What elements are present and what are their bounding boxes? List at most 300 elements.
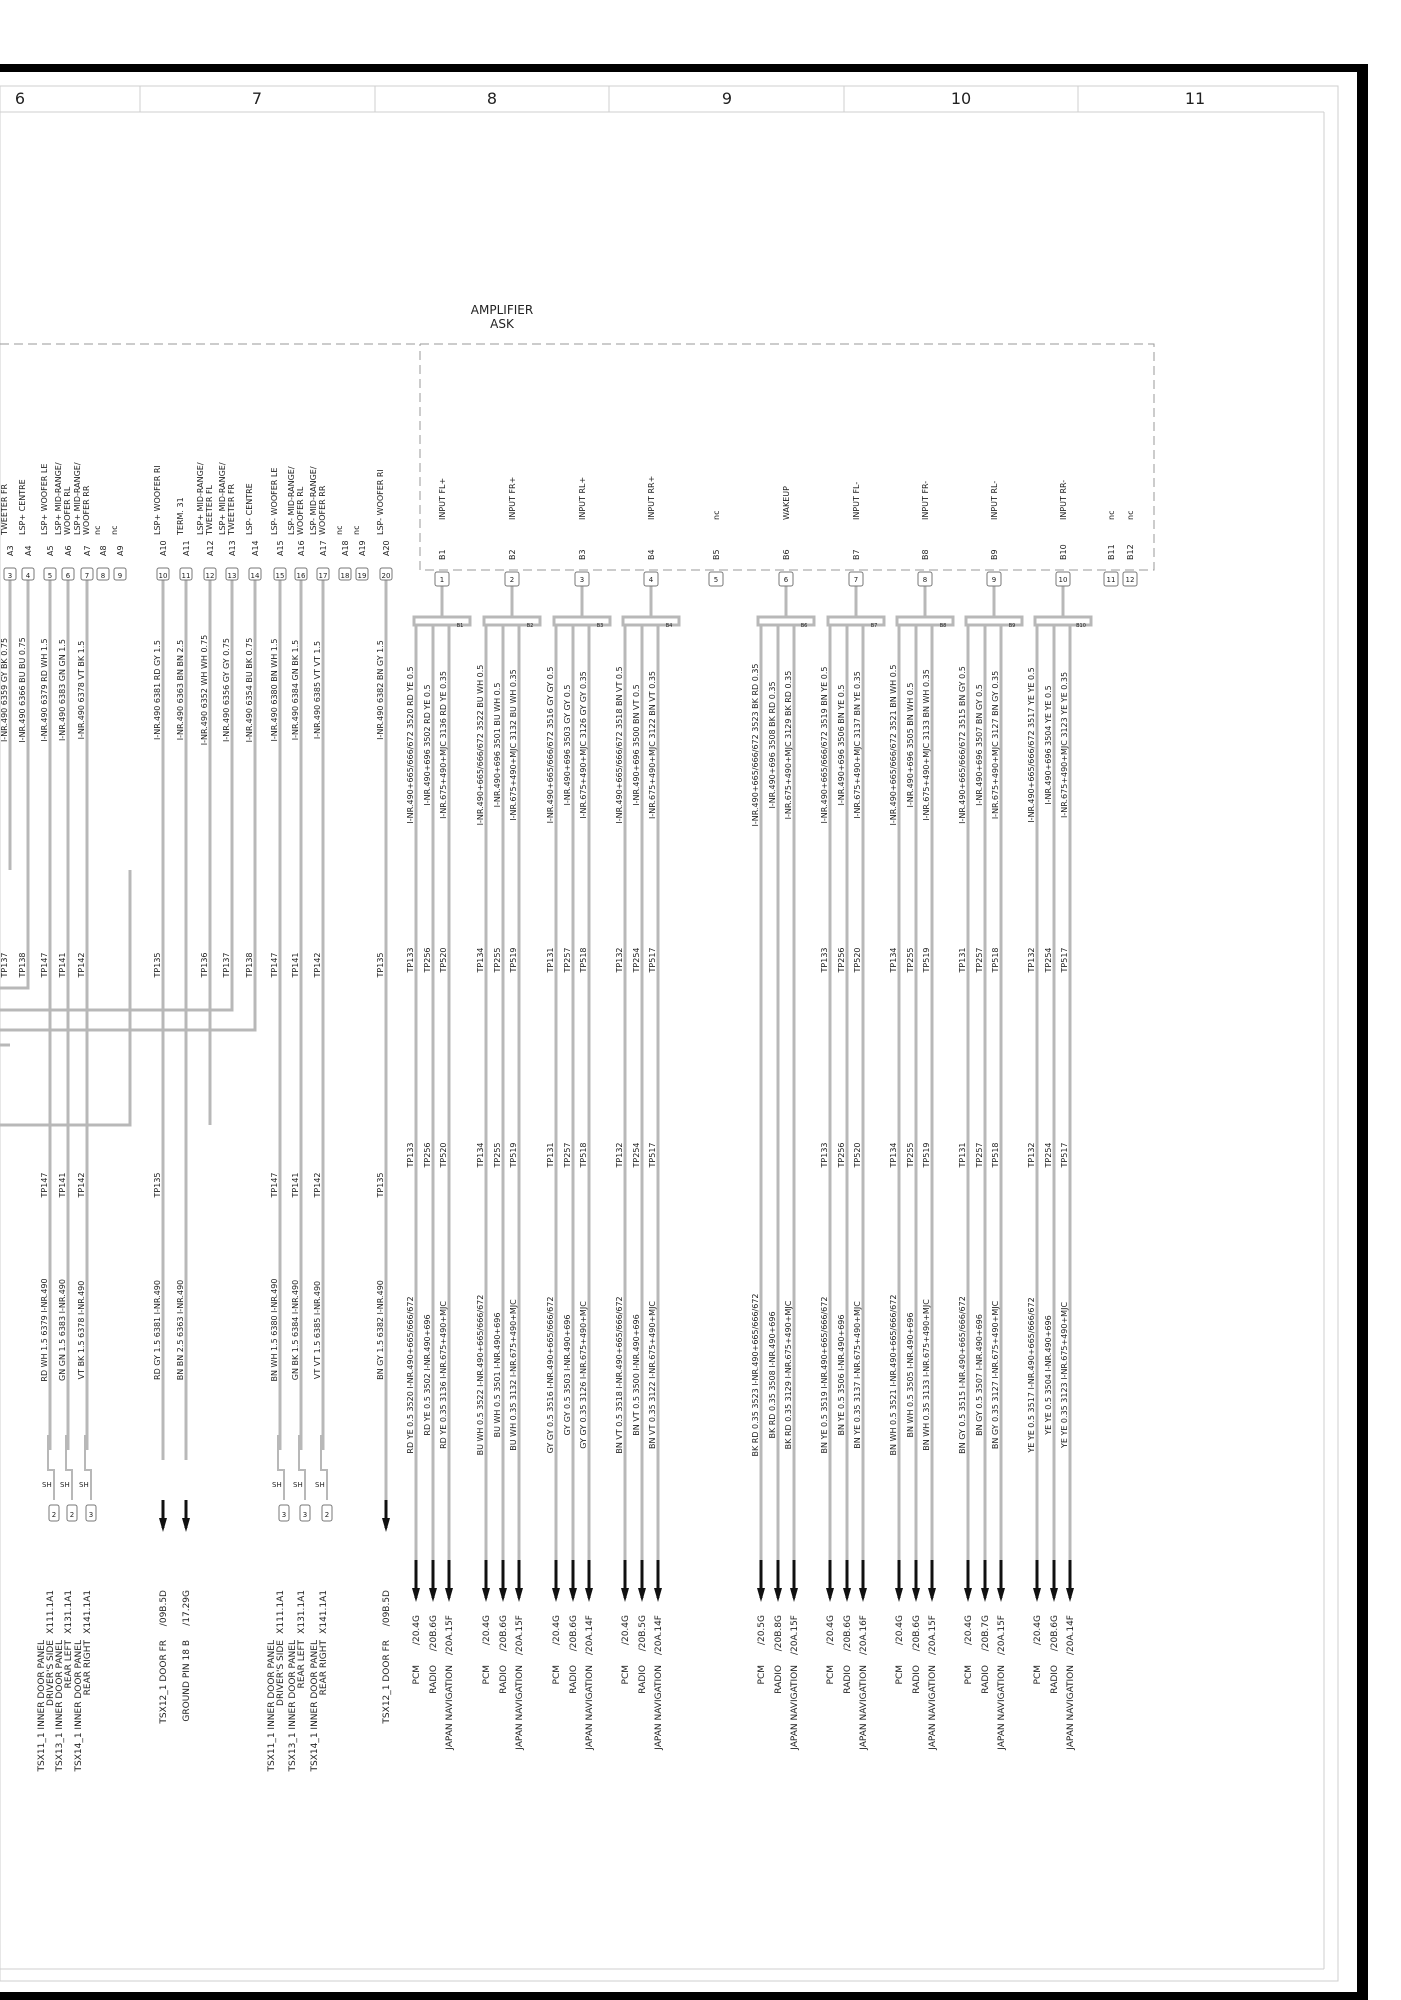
wire-label: I-NR.490+665/666/672 3517 YE YE 0.5 <box>1027 667 1036 823</box>
wire-label: I-NR.490 6359 GY BK 0.75 <box>0 637 9 743</box>
test-point: TP134 <box>476 947 485 973</box>
pin-number: 6 <box>65 572 71 580</box>
test-point: TP141 <box>58 952 67 978</box>
pin-function: WOOFER RL <box>63 486 72 535</box>
pin-id: B5 <box>712 549 721 560</box>
shield-label: SH <box>60 1481 70 1489</box>
wire-label: BU WH 0.5 3501 I-NR.490+696 <box>493 1312 502 1438</box>
test-point: TP133 <box>406 1142 415 1168</box>
connector-ref: /09B.5D <box>382 1590 392 1627</box>
pin-id: A17 <box>319 540 328 556</box>
test-point: TP147 <box>40 952 49 978</box>
wire-label: YE YE 0.5 3504 I-NR.490+696 <box>1044 1315 1053 1435</box>
page-ref: /20B.6G <box>912 1615 922 1652</box>
test-point: TP254 <box>632 1142 641 1168</box>
pin-number: 11 <box>181 572 191 580</box>
wire-label: I-NR.490+665/666/672 3520 RD YE 0.5 <box>406 666 415 824</box>
destination: PCM <box>412 1665 422 1685</box>
test-point: TP519 <box>922 1142 931 1168</box>
pin-function: nc <box>335 525 344 535</box>
pin-number: 9 <box>117 572 123 580</box>
pin-id: B8 <box>921 549 930 560</box>
destination: GROUND PIN 18 B <box>182 1640 192 1722</box>
page-ref: /20A.15F <box>790 1615 800 1655</box>
wire-label: I-NR.490+665/666/672 3523 BK RD 0.35 <box>751 663 760 827</box>
destination: DRIVER'S SIDE <box>46 1640 56 1706</box>
wire-label: I-NR.490+696 3500 BN VT 0.5 <box>632 684 641 806</box>
wire-label: RD GY 1.5 6381 I-NR.490 <box>153 1280 162 1380</box>
wire-label: BU WH 0.35 3132 I-NR.675+490+MJC <box>509 1299 518 1451</box>
pin-function: nc <box>93 525 102 535</box>
pin-number: 9 <box>991 576 997 584</box>
wire-label: I-NR.490+696 3501 BU WH 0.5 <box>493 682 502 808</box>
destination: RADIO <box>843 1665 853 1694</box>
wire-label: I-NR.490 6352 WH WH 0.75 <box>200 634 209 746</box>
pin-id: A8 <box>99 545 108 556</box>
test-point: TP254 <box>1044 1142 1053 1168</box>
wire-label: I-NR.490 6382 BN GY 1.5 <box>376 640 385 740</box>
pin-function: LSP+ MID-RANGE/ <box>54 462 63 535</box>
wire-label: I-NR.490 6379 RD WH 1.5 <box>40 638 49 742</box>
wire-label: BN VT 0.5 3500 I-NR.490+696 <box>632 1314 641 1436</box>
splice-label: B9 <box>1008 623 1016 629</box>
destination: REAR LEFT <box>64 1640 74 1689</box>
pin-function: TERM. 31 <box>176 497 185 535</box>
destination: RADIO <box>1050 1665 1060 1694</box>
wire-label: I-NR.490+696 3506 BN YE 0.5 <box>837 684 846 806</box>
pin-function: LSP+ MID-RANGE/ <box>196 462 205 535</box>
wire-label: I-NR.675+490+MJC 3123 YE YE 0.35 <box>1060 671 1069 819</box>
test-point: TP517 <box>648 947 657 973</box>
splice-label: B4 <box>665 623 673 629</box>
pin-function: WOOFER RL <box>296 486 305 535</box>
wire-label: I-NR.675+490+MJC 3127 BN GY 0.35 <box>991 670 1000 820</box>
test-point: TP135 <box>153 952 162 978</box>
page-ref: /20A.16F <box>859 1615 869 1655</box>
pin-number: 5 <box>713 576 719 584</box>
wire-label: BN VT 0.5 3518 I-NR.490+665/666/672 <box>615 1296 624 1454</box>
page-ref: /20.4G <box>826 1615 836 1646</box>
shield-label: SH <box>315 1481 325 1489</box>
wire-label: BN YE 0.5 3506 I-NR.490+696 <box>837 1314 846 1436</box>
page-ref: /20.4G <box>621 1615 631 1646</box>
page-ref: /20B.5G <box>638 1615 648 1652</box>
test-point: TP132 <box>615 1142 624 1168</box>
destination: PCM <box>757 1665 767 1685</box>
connector-ref: /17.29G <box>182 1590 192 1626</box>
wire-label: I-NR.490 6383 GN GN 1.5 <box>58 639 67 741</box>
pin-function: WOOFER RR <box>318 485 327 535</box>
splice-label: B2 <box>526 623 534 629</box>
destination: PCM <box>826 1665 836 1685</box>
destination: TSX14_1 INNER DOOR PANEL <box>74 1640 84 1772</box>
wire-label: GN GN 1.5 6383 I-NR.490 <box>58 1279 67 1381</box>
page-ref: /20.4G <box>552 1615 562 1646</box>
pin-number: 7 <box>853 576 859 584</box>
page-ref: /20.4G <box>482 1615 492 1646</box>
pin-id: B11 <box>1107 544 1116 560</box>
pin-id: A9 <box>116 545 125 556</box>
test-point: TP132 <box>615 947 624 973</box>
wire-label: BN VT 0.35 3122 I-NR.675+490+MJC <box>648 1300 657 1450</box>
pin-number: 10 <box>1058 576 1068 584</box>
test-point: TP135 <box>153 1172 162 1198</box>
shield-label: SH <box>79 1481 89 1489</box>
pin-number: 1 <box>439 576 445 584</box>
destination: PCM <box>621 1665 631 1685</box>
pin-number: 3 <box>302 1511 308 1519</box>
splice-label: B7 <box>870 623 878 629</box>
destination: PCM <box>482 1665 492 1685</box>
wire-label: BN BN 2.5 6363 I-NR.490 <box>176 1279 185 1381</box>
destination: REAR RIGHT <box>83 1640 93 1696</box>
test-point: TP256 <box>423 947 432 973</box>
destination: JAPAN NAVIGATION <box>445 1665 455 1750</box>
connector-ref: X111.1A1 <box>46 1590 56 1634</box>
wire-label: BK RD 0.35 3129 I-NR.675+490+MJC <box>784 1300 793 1450</box>
wire-label: I-NR.490+665/666/672 3518 BN VT 0.5 <box>615 666 624 824</box>
wire-label: I-NR.490+665/666/672 3516 GY GY 0.5 <box>546 666 555 824</box>
pin-number: 2 <box>324 1511 330 1519</box>
pin-function: INPUT RR- <box>1059 479 1068 520</box>
pin-function: LSP- WOOFER RI <box>376 469 385 535</box>
page-ref: /20B.6G <box>429 1615 439 1652</box>
wire-label: I-NR.490 6366 BU BU 0.75 <box>18 637 27 743</box>
test-point: TP257 <box>563 1142 572 1168</box>
test-point: TP518 <box>579 947 588 973</box>
pin-id: A4 <box>24 545 33 556</box>
wire-label: BN YE 0.5 3519 I-NR.490+665/666/672 <box>820 1296 829 1454</box>
amplifier-subtitle: ASK <box>490 317 514 331</box>
pin-id: A5 <box>46 545 55 556</box>
amplifier-box <box>0 303 1154 570</box>
page-ref: /20B.7G <box>981 1615 991 1652</box>
wire-label: I-NR.490 6356 GY GY 0.75 <box>222 637 231 743</box>
wire-label: I-NR.490 6384 GN BK 1.5 <box>291 639 300 741</box>
test-point: TP141 <box>291 952 300 978</box>
test-point: TP131 <box>958 947 967 973</box>
pin-number: 2 <box>509 576 515 584</box>
page-ref: /20.5G <box>757 1615 767 1646</box>
pin-id: A6 <box>64 545 73 556</box>
destination: TSX12_1 DOOR FR <box>159 1640 169 1724</box>
wire-label: BN WH 0.35 3133 I-NR.675+490+MJC <box>922 1299 931 1451</box>
pin-number: 6 <box>783 576 789 584</box>
page-ref: /20A.15F <box>928 1615 938 1655</box>
wire-label: RD WH 1.5 6379 I-NR.490 <box>40 1278 49 1382</box>
wire-label: I-NR.490+696 3507 BN GY 0.5 <box>975 684 984 806</box>
destination: TSX13_1 INNER DOOR PANEL <box>55 1640 65 1772</box>
wire-label: I-NR.675+490+MJC 3122 BN VT 0.35 <box>648 670 657 820</box>
pin-id: A18 <box>341 540 350 556</box>
test-point: TP256 <box>837 947 846 973</box>
pin-id: B7 <box>852 549 861 560</box>
wire-label: BN GY 0.35 3127 I-NR.675+490+MJC <box>991 1300 1000 1450</box>
destination: REAR RIGHT <box>319 1640 329 1696</box>
wire-label: BN GY 0.5 3507 I-NR.490+696 <box>975 1314 984 1436</box>
test-point: TP134 <box>889 947 898 973</box>
wire-label: BN WH 0.5 3521 I-NR.490+665/666/672 <box>889 1294 898 1456</box>
test-point: TP256 <box>837 1142 846 1168</box>
destination: JAPAN NAVIGATION <box>515 1665 525 1750</box>
wire-label: I-NR.490+665/666/672 3522 BU WH 0.5 <box>476 664 485 826</box>
page-ref: /20B.6G <box>569 1615 579 1652</box>
pin-id: B9 <box>990 549 999 560</box>
wire-label: I-NR.490+696 3505 BN WH 0.5 <box>906 682 915 808</box>
test-point: TP142 <box>77 1172 86 1198</box>
wire-label: I-NR.675+490+MJC 3136 RD YE 0.35 <box>439 671 448 819</box>
connector-ref: X141.1A1 <box>83 1590 93 1634</box>
wire-label: BK RD 0.35 3508 I-NR.490+696 <box>768 1311 777 1439</box>
destination: JAPAN NAVIGATION <box>1066 1665 1076 1750</box>
test-point: TP517 <box>648 1142 657 1168</box>
wire-label: I-NR.490+665/666/672 3515 BN GY 0.5 <box>958 666 967 824</box>
amplifier-title: AMPLIFIER <box>470 303 534 317</box>
wire-label: I-NR.490+696 3508 BK RD 0.35 <box>768 681 777 809</box>
destination: PCM <box>895 1665 905 1685</box>
splice-label: B6 <box>800 623 808 629</box>
test-point: TP257 <box>975 947 984 973</box>
test-point: TP255 <box>906 947 915 973</box>
wire-label: I-NR.490 6381 RD GY 1.5 <box>153 640 162 740</box>
pin-number: 3 <box>88 1511 94 1519</box>
wire-label: I-NR.490+696 3502 RD YE 0.5 <box>423 684 432 806</box>
destination: RADIO <box>981 1665 991 1694</box>
pin-id: B12 <box>1126 544 1135 560</box>
pin-id: B4 <box>647 549 656 560</box>
destination: TSX11_1 INNER DOOR PANEL <box>267 1640 277 1772</box>
pin-function: INPUT FR+ <box>508 476 517 520</box>
wire-label: I-NR.490+665/666/672 3521 BN WH 0.5 <box>889 664 898 826</box>
test-point: TP517 <box>1060 947 1069 973</box>
pin-id: A12 <box>206 540 215 556</box>
pin-function: INPUT FL- <box>852 481 861 520</box>
test-point: TP137 <box>222 952 231 978</box>
test-point: TP138 <box>245 952 254 978</box>
test-point: TP133 <box>820 1142 829 1168</box>
pin-id: A16 <box>297 540 306 556</box>
pin-function: nc <box>110 525 119 535</box>
pin-id: A19 <box>358 540 367 556</box>
destination: PCM <box>1033 1665 1043 1685</box>
pin-number: 3 <box>7 572 13 580</box>
test-point: TP134 <box>889 1142 898 1168</box>
pin-function: INPUT RL- <box>990 480 999 520</box>
test-point: TP142 <box>77 952 86 978</box>
page-frame <box>0 64 1368 2000</box>
route-line <box>0 870 130 1125</box>
wire-label: I-NR.490+696 3503 GY GY 0.5 <box>563 684 572 806</box>
pin-function: LSP+ MID-RANGE/ <box>218 462 227 535</box>
pin-number: 7 <box>84 572 90 580</box>
wire-label: BU WH 0.5 3522 I-NR.490+665/666/672 <box>476 1294 485 1456</box>
destination: JAPAN NAVIGATION <box>997 1665 1007 1750</box>
pin-function: INPUT FR- <box>921 480 930 520</box>
destination: RADIO <box>429 1665 439 1694</box>
test-point: TP136 <box>200 952 209 978</box>
pin-function: LSP+ WOOFER RI <box>153 465 162 535</box>
test-point: TP520 <box>439 1142 448 1168</box>
pin-number: 12 <box>1125 576 1135 584</box>
page-ref: /20A.15F <box>515 1615 525 1655</box>
wire-label: GY GY 0.5 3516 I-NR.490+665/666/672 <box>546 1296 555 1454</box>
destination: RADIO <box>912 1665 922 1694</box>
destination: JAPAN NAVIGATION <box>654 1665 664 1750</box>
test-point: TP147 <box>40 1172 49 1198</box>
test-point: TP147 <box>270 952 279 978</box>
wire-label: RD YE 0.35 3136 I-NR.675+490+MJC <box>439 1301 448 1449</box>
page-ref: /20A.15F <box>997 1615 1007 1655</box>
pin-number: 10 <box>158 572 168 580</box>
pin-function: nc <box>352 525 361 535</box>
page-ref: /20.4G <box>1033 1615 1043 1646</box>
pin-id: A20 <box>382 540 391 556</box>
pin-function: TWEETER FL <box>205 484 214 535</box>
wire-label: I-NR.675+490+MJC 3129 BK RD 0.35 <box>784 670 793 820</box>
shield-label: SH <box>42 1481 52 1489</box>
wire-label: I-NR.490 6380 BN WH 1.5 <box>270 638 279 742</box>
test-point: TP255 <box>493 1142 502 1168</box>
wire-label: I-NR.490 6363 BN BN 2.5 <box>176 639 185 741</box>
wire-label: I-NR.490+696 3504 YE YE 0.5 <box>1044 685 1053 805</box>
pin-function: LSP- WOOFER LE <box>270 467 279 535</box>
wire-label: I-NR.490 6354 BU BK 0.75 <box>245 637 254 743</box>
page-ref: /20A.15F <box>445 1615 455 1655</box>
connector-ref: X111.1A1 <box>276 1590 286 1634</box>
page-ref: /20.4G <box>412 1615 422 1646</box>
grid-col-6: 6 <box>14 89 26 108</box>
destination: PCM <box>964 1665 974 1685</box>
pin-number: 3 <box>579 576 585 584</box>
wire-label: BN YE 0.35 3137 I-NR.675+490+MJC <box>853 1301 862 1449</box>
test-point: TP135 <box>376 952 385 978</box>
test-point: TP518 <box>579 1142 588 1168</box>
test-point: TP257 <box>975 1142 984 1168</box>
wire-label: GY GY 0.35 3126 I-NR.675+490+MJC <box>579 1301 588 1449</box>
pin-id: A13 <box>228 540 237 556</box>
splice-label: B8 <box>939 623 947 629</box>
pin-number: 2 <box>69 1511 75 1519</box>
pin-number: 13 <box>227 572 237 580</box>
pin-number: 8 <box>100 572 106 580</box>
pin-function: nc <box>712 510 721 520</box>
wire-label: BN WH 0.5 3505 I-NR.490+696 <box>906 1312 915 1438</box>
pin-id: A3 <box>6 545 15 556</box>
pin-function: WOOFER RR <box>82 485 91 535</box>
wire-label: BK RD 0.35 3523 I-NR.490+665/666/672 <box>751 1293 760 1457</box>
test-point: TP138 <box>18 952 27 978</box>
route-line <box>0 870 255 1030</box>
pin-number: 14 <box>250 572 260 580</box>
destination: JAPAN NAVIGATION <box>790 1665 800 1750</box>
test-point: TP519 <box>509 1142 518 1168</box>
page-ref: /20.4G <box>964 1615 974 1646</box>
pin-number: 12 <box>205 572 215 580</box>
pin-function: LSP- MID-RANGE/ <box>309 466 318 535</box>
pin-number: 17 <box>318 572 328 580</box>
pin-function: WAKEUP <box>782 486 791 520</box>
wire-label: VT BK 1.5 6378 I-NR.490 <box>77 1280 86 1380</box>
wire-label: BN GY 0.5 3515 I-NR.490+665/666/672 <box>958 1296 967 1454</box>
page-ref: /20.4G <box>895 1615 905 1646</box>
grid-col-7: 7 <box>251 89 263 108</box>
page-ref: /20A.14F <box>1066 1615 1076 1655</box>
pin-function: LSP+ WOOFER LE <box>40 463 49 535</box>
pin-function: LSP- MID-RANGE/ <box>287 466 296 535</box>
destination: JAPAN NAVIGATION <box>859 1665 869 1750</box>
wire-labels <box>0 462 1135 1772</box>
wire-label: I-NR.490 6378 VT BK 1.5 <box>77 640 86 740</box>
test-point: TP518 <box>991 947 1000 973</box>
wire-label: GN BK 1.5 6384 I-NR.490 <box>291 1279 300 1381</box>
test-point: TP519 <box>922 947 931 973</box>
wire-label: I-NR.490 6385 VT VT 1.5 <box>313 640 322 740</box>
wire-label: RD YE 0.5 3520 I-NR.490+665/666/672 <box>406 1296 415 1454</box>
destination: TSX11_1 INNER DOOR PANEL <box>37 1640 47 1772</box>
pin-function: LSP- CENTRE <box>245 483 254 535</box>
shield-label: SH <box>293 1481 303 1489</box>
destination: DRIVER'S SIDE <box>276 1640 286 1706</box>
grid-col-11: 11 <box>1184 89 1206 108</box>
destination: PCM <box>552 1665 562 1685</box>
grid-col-9: 9 <box>721 89 733 108</box>
destination: JAPAN NAVIGATION <box>585 1665 595 1750</box>
destination: RADIO <box>569 1665 579 1694</box>
pin-function: INPUT RL+ <box>578 476 587 520</box>
destination: TSX12_1 DOOR FR <box>382 1640 392 1724</box>
connector-ref: X131.1A1 <box>64 1590 74 1634</box>
splice-label: B3 <box>596 623 604 629</box>
test-point: TP142 <box>313 1172 322 1198</box>
pin-number: 15 <box>275 572 285 580</box>
test-point: TP131 <box>546 947 555 973</box>
test-point: TP517 <box>1060 1142 1069 1168</box>
wire-label: I-NR.675+490+MJC 3132 BU WH 0.35 <box>509 669 518 821</box>
pin-id: A15 <box>276 540 285 556</box>
destination: REAR LEFT <box>297 1640 307 1689</box>
test-point: TP135 <box>376 1172 385 1198</box>
test-point: TP520 <box>853 947 862 973</box>
page-ref: /20B.8G <box>774 1615 784 1652</box>
pin-function: INPUT RR+ <box>647 475 656 520</box>
destination: TSX14_1 INNER DOOR PANEL <box>310 1640 320 1772</box>
test-point: TP132 <box>1027 1142 1036 1168</box>
wire-label: VT VT 1.5 6385 I-NR.490 <box>313 1280 322 1380</box>
test-point: TP254 <box>632 947 641 973</box>
test-point: TP519 <box>509 947 518 973</box>
test-point: TP255 <box>906 1142 915 1168</box>
test-point: TP254 <box>1044 947 1053 973</box>
splice-label: B10 <box>1076 623 1086 629</box>
pin-id: B2 <box>508 549 517 560</box>
destination: RADIO <box>638 1665 648 1694</box>
grid-col-10: 10 <box>950 89 972 108</box>
route-line <box>0 870 232 1010</box>
destination: RADIO <box>499 1665 509 1694</box>
destination: JAPAN NAVIGATION <box>928 1665 938 1750</box>
wire-label: RD YE 0.5 3502 I-NR.490+696 <box>423 1314 432 1436</box>
pin-id: B1 <box>438 549 447 560</box>
test-point: TP133 <box>820 947 829 973</box>
pin-number: 11 <box>1106 576 1116 584</box>
test-point: TP142 <box>313 952 322 978</box>
grid-col-8: 8 <box>486 89 498 108</box>
wire-label: BN WH 1.5 6380 I-NR.490 <box>270 1278 279 1382</box>
test-point: TP520 <box>853 1142 862 1168</box>
test-point: TP520 <box>439 947 448 973</box>
test-point: TP255 <box>493 947 502 973</box>
pin-function: nc <box>1126 510 1135 520</box>
